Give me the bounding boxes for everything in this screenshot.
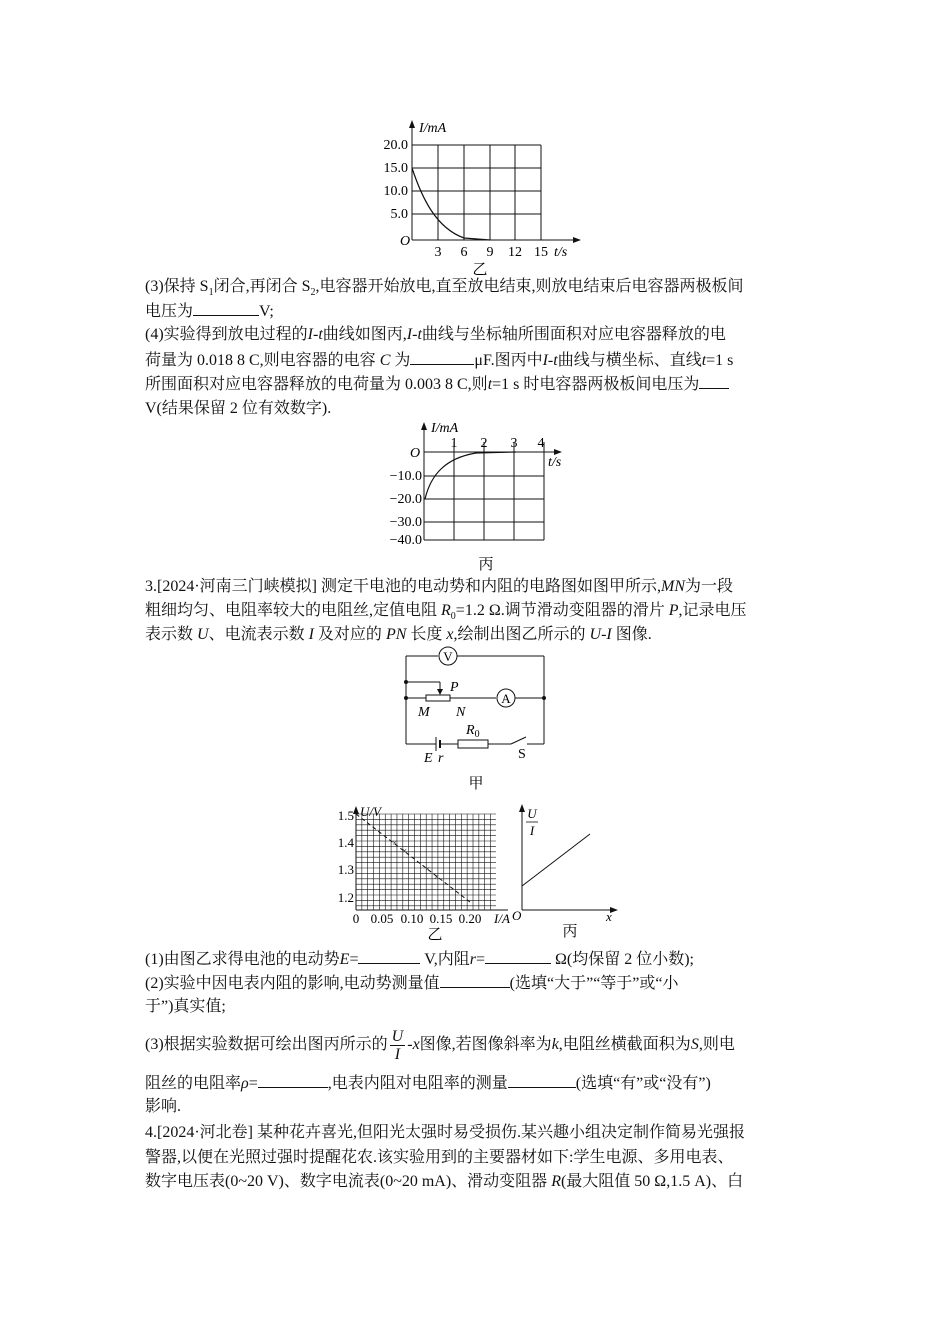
- figure-caption: 乙: [427, 927, 443, 943]
- x-tick: 0.10: [400, 911, 424, 926]
- figure-caption: 甲: [468, 776, 484, 792]
- origin-label: O: [512, 908, 522, 923]
- x-tick: 0.05: [370, 911, 394, 926]
- p3-q3-line1: (3)根据实验数据可绘出图丙所示的 $\frac{U}{I}$ -x图像,若图像斜率为k,电阻丝横截面积为S,则电: [145, 1027, 735, 1063]
- answer-blank[interactable]: [410, 349, 474, 365]
- answer-blank[interactable]: [485, 948, 551, 964]
- y-tick: 1.4: [337, 835, 354, 850]
- y-axis-label: I/mA: [431, 421, 459, 436]
- origin-label: O: [400, 234, 411, 249]
- y-tick: 10.0: [383, 184, 408, 199]
- x-axis-label: x: [606, 909, 612, 924]
- p3-q3-line2: 阻丝的电阻率ρ= ,电表内阻对电阻率的测量 (选填“有”或“没有”): [145, 1072, 711, 1095]
- y-tick: 20.0: [383, 138, 408, 153]
- p3-line2: 粗细均匀、电阻率较大的电阻丝,定值电阻 $R_0=1.2$ Ω.调节滑动变阻器的滑片 P,记录电压: [145, 602, 747, 623]
- q4-line4: V(结果保留 2 位有效数字).: [145, 400, 332, 417]
- answer-blank[interactable]: [440, 972, 510, 988]
- y-tick: 1.3: [337, 862, 354, 877]
- x-tick: 15: [534, 245, 548, 260]
- x-tick: 3: [434, 245, 442, 260]
- q3-line2: 电压为 V;: [145, 300, 274, 323]
- y-tick: −10.0: [389, 469, 422, 484]
- answer-blank[interactable]: [699, 373, 729, 389]
- svg-text:×: ×: [392, 838, 398, 848]
- y-tick: 15.0: [383, 161, 408, 176]
- answer-blank[interactable]: [508, 1072, 576, 1088]
- y-axis-label: I/mA: [419, 121, 447, 136]
- answer-blank[interactable]: [193, 300, 259, 316]
- emf-label: E: [424, 751, 433, 766]
- y-tick: 1.2: [337, 890, 354, 905]
- ammeter-label: A: [501, 691, 511, 706]
- x-tick: 0.20: [458, 911, 482, 926]
- x-tick: 6: [460, 245, 468, 260]
- p3-q2-line2: 于”)真实值;: [145, 998, 226, 1015]
- y-tick: 5.0: [390, 207, 408, 222]
- internal-r-label: r: [438, 751, 444, 766]
- p3-q3-line3: 影响.: [145, 1098, 182, 1115]
- p3-q1: (1)由图乙求得电池的电动势E= V,内阻r= Ω(均保留 2 位小数);: [145, 948, 694, 971]
- terminal-n-label: N: [456, 705, 466, 720]
- p3-line1: 3.[2024·河南三门峡模拟] 测定干电池的电动势和内阻的电路图如图甲所示,MN为一段: [145, 578, 734, 595]
- resistor-r0-label: $R_0$: [466, 723, 480, 740]
- x-tick: 4: [537, 436, 545, 451]
- figure-yi-it-graph: [370, 118, 590, 278]
- y-tick: −40.0: [389, 533, 422, 548]
- p3-line3: 表示数 U、电流表示数 I 及对应的 PN 长度 x,绘制出图乙所示的 U-I 图像.: [145, 626, 652, 643]
- q4-line1: (4)实验得到放电过程的I-t曲线如图丙,I-t曲线与坐标轴所围面积对应电容器释放的电: [145, 326, 726, 343]
- svg-text:×: ×: [425, 864, 431, 874]
- figure-bing-it-graph: [376, 421, 576, 579]
- y-tick: −20.0: [389, 492, 422, 507]
- figure-caption: 丙: [478, 557, 494, 573]
- origin-label: 0: [352, 911, 360, 926]
- origin-label: O: [410, 446, 421, 461]
- switch-label: S: [518, 747, 526, 762]
- x-tick: 1: [450, 436, 458, 451]
- svg-text:×: ×: [402, 846, 408, 856]
- figure-caption: 乙: [472, 262, 488, 278]
- q4-line2: 荷量为 0.018 8 C,则电容器的电容 C 为 μF.图丙中I-t曲线与横坐标、直线t=1 s: [145, 349, 733, 372]
- voltmeter-label: V: [443, 649, 453, 664]
- y-tick: 1.5: [337, 808, 354, 823]
- circuit-diagram-jia: [396, 646, 556, 796]
- svg-text:×: ×: [434, 872, 440, 882]
- x-tick: 0.15: [429, 911, 453, 926]
- u-over-i-fraction: $\frac{U}{I}$: [391, 1027, 404, 1063]
- x-axis-label: t/s: [554, 245, 568, 260]
- p4-line3: 数字电压表(0~20 V)、数字电流表(0~20 mA)、滑动变阻器 R(最大阻值 50 Ω,1.5 A)、白: [145, 1173, 744, 1190]
- q4-line3: 所围面积对应电容器释放的电荷量为 0.003 8 C,则t=1 s 时电容器两极板间电压为: [145, 373, 729, 396]
- p4-line1: 4.[2024·河北卷] 某种花卉喜光,但阳光太强时易受损伤.某兴趣小组决定制作简易光强报: [145, 1124, 745, 1141]
- figure-caption: 丙: [562, 924, 578, 940]
- terminal-m-label: M: [418, 705, 430, 720]
- x-tick: 12: [508, 245, 522, 260]
- q3-line1: (3)保持 $S_1$闭合,再闭合 $S_2$,电容器开始放电,直至放电结束,则放电结束后电容器两极板间: [145, 278, 744, 299]
- figure-bing-ui-x-graph: [508, 800, 620, 942]
- y-axis-denominator: I: [529, 823, 535, 838]
- y-axis-numerator: U: [527, 806, 537, 821]
- slider-p-label: P: [450, 680, 459, 695]
- x-tick: 2: [480, 436, 488, 451]
- p3-q2-line1: (2)实验中因电表内阻的影响,电动势测量值 (选填“大于”“等于”或“小: [145, 972, 679, 995]
- p4-line2: 警器,以便在光照过强时提醒花农.该实验用到的主要器材如下:学生电源、多用电表、: [145, 1149, 734, 1166]
- x-tick: 3: [510, 436, 518, 451]
- x-tick: 9: [486, 245, 494, 260]
- x-axis-label: I/A: [494, 911, 510, 926]
- answer-blank[interactable]: [358, 948, 420, 964]
- figure-yi-ui-graph: [330, 804, 520, 943]
- x-axis-label: t/s: [548, 455, 562, 470]
- y-axis-label: U/V: [360, 804, 381, 819]
- answer-blank[interactable]: [258, 1072, 328, 1088]
- y-tick: −30.0: [389, 515, 422, 530]
